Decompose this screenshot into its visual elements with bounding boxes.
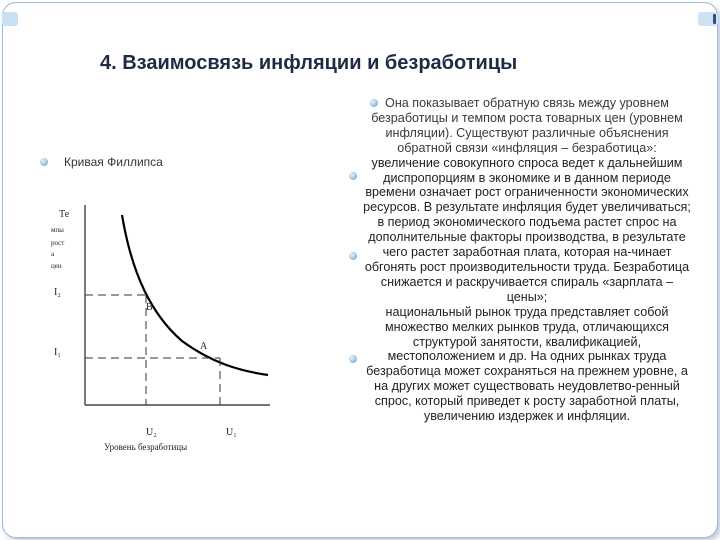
explanation-item: увеличение совокупного спроса ведет к дальнейшим диспропорциям в экономике и в данном периоде времени означает рост ограниченности экономических ресурсов. В результате инфляция будет увеличиваться; (363, 155, 691, 215)
explanation-item: национальный рынок труда представляет собой множество мелких рынков труда, отличающихся структурой занятости, квалификацией, местоположением и др. На одних рынках труда безработица может сохраняться на прежнем уровне, а на других может существовать неудовлетво-ренный спрос, который приведет к росту заработной платы, увеличению издержек и инфляции. (366, 304, 688, 424)
y-axis-label-part: цен (51, 262, 62, 270)
y-axis-label-part: а (51, 250, 55, 258)
bullet-icon (349, 252, 357, 260)
y-tick-i1: I₁ (54, 347, 61, 358)
decorative-bar-right (698, 12, 718, 26)
y-axis-label-part: Те (59, 209, 70, 220)
point-a-label: A (200, 341, 208, 352)
explanation-item: в период экономического подъема растет спрос на дополнительные факторы производства, в результате чего растет заработная плата, которая на-чинает обгонять рост производительности труда. Безработица снижается и раскручивается спираль «зарплата – цены»; (364, 215, 690, 304)
x-tick-u2: U₂ (146, 427, 157, 438)
phillips-curve-label: Кривая Филлипса (64, 155, 163, 169)
y-axis-label-part: рост (51, 239, 65, 247)
bullet-icon (349, 355, 357, 363)
slide-title: 4. Взаимосвязь инфляции и безработицы (100, 52, 518, 74)
decorative-bar-left (2, 12, 18, 26)
bullet-icon (40, 158, 48, 166)
point-b-label: B (146, 302, 153, 313)
x-tick-u1: U₁ (226, 427, 237, 438)
x-axis-label: Уровень безработицы (104, 442, 188, 452)
phillips-curve-chart (40, 195, 290, 465)
intro-paragraph: Она показывает обратную связь между уровнем безработицы и темпом роста товарных цен (уровнем инфляции). Существуют различные объяснения обратной связи «инфляция – безработица»: (371, 96, 683, 155)
explanation-text (362, 96, 692, 424)
bullet-icon (349, 172, 357, 180)
y-tick-i2: I₂ (54, 287, 61, 298)
y-axis-label-part: мпы (51, 226, 64, 234)
